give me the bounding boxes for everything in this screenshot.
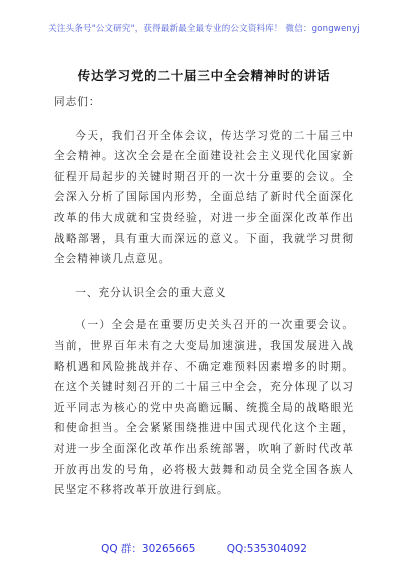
qq-number: QQ:535304092: [226, 543, 307, 555]
document-title: 传达学习党的二十届三中全会精神时的讲话: [77, 68, 331, 83]
qq-group-number: QQ 群：30265665: [101, 543, 196, 555]
paragraph-intro: 今天，我们召开全体会议，传达学习党的二十届三中全会精神。这次全会是在全面建设社会主义现代化国家新征程开局起步的关键时期召开的一次十分重要的会议。全会深入分析了国际国内形势，全面总结了新时代全面深化改革的伟大成就和宝贵经验，对进一步全面深化改革作出战略部署，具有重大而深远的意义。下面，我就学习贯彻全会精神谈几点意见。: [54, 129, 354, 266]
document-body: [54, 92, 354, 501]
paragraph-section-1: （一）全会是在重要历史关头召开的一次重要会议。当前，世界百年未有之大变局加速演进，我国发展进入战略机遇和风险挑战并存、不确定难预料因素增多的时期。在这个关键时刻召开的二十届三中全会，充分体现了以习近平同志为核心的党中央高瞻远瞩、统揽全局的战略眼光和使命担当。全会紧紧围绕推进中国式现代化这个主题，对进一步全面深化改革作出系统部署，吹响了新时代改革开放再出发的号角，必将极大鼓舞和动员全党全国各族人民坚定不移将改革开放进行到底。: [54, 319, 354, 497]
section-heading: 一、充分认识全会的重大意义: [75, 286, 227, 299]
header-banner: 关注头条号"公文研究"，获得最新最全最专业的公文资料库！ 微信：gongwenyj: [48, 24, 360, 34]
salutation: 同志们：: [54, 96, 101, 108]
footer-contacts: [0, 541, 408, 556]
